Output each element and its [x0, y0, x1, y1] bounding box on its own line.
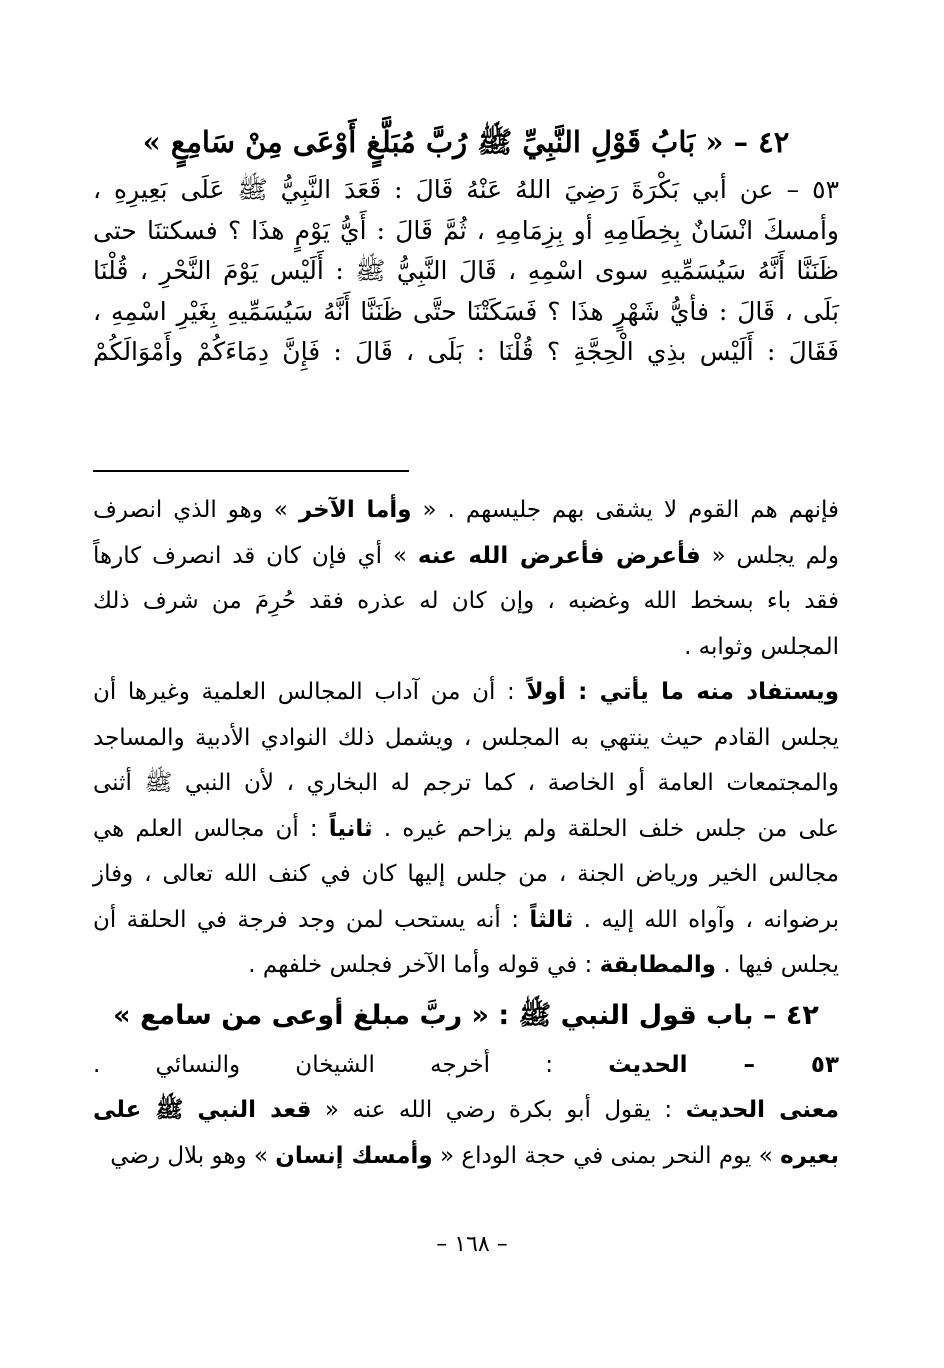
commentary-line: [93, 1134, 839, 1180]
hadith-text: [93, 170, 839, 373]
commentary-text: برضوانه ، وآواه الله إليه .: [573, 906, 839, 933]
commentary-text: على من جلس خلف الحلقة ولم يزاحم غيره .: [372, 815, 839, 842]
hadith-block: [93, 118, 839, 373]
commentary-bold-text: بعيره: [780, 1142, 839, 1169]
commentary-text: » يوم النحر بمنى في حجة الوداع «: [432, 1142, 781, 1169]
commentary-bold-text: قعد النبي ﷺ على: [93, 1097, 312, 1123]
commentary-text: مجالس الخير ورياض الجنة ، من جلس إليها كان في كنف الله تعالى ، وفاز: [93, 861, 839, 887]
commentary-line: [93, 943, 839, 989]
commentary-text: فقد باء بسخط الله وغضبه ، وإن كان له عذره فقد حُرِمَ من شرف ذلك: [93, 588, 839, 614]
commentary-text: والمجتمعات العامة أو الخاصة ، كما ترجم له البخاري ، لأن النبي ﷺ أثنى: [93, 770, 839, 796]
commentary-text: فإنهم هم القوم لا يشقى بهم جليسهم . «: [411, 497, 839, 523]
commentary-line: [93, 488, 839, 534]
chapter-heading: ٤٢ – « بَابُ قَوْلِ النَّبِيِّ ﷺ رُبَّ مُبَلَّغٍ أَوْعَى مِنْ سَامِعٍ »: [142, 125, 790, 159]
hadith-line: بَلَى ، قَالَ : فأيُّ شَهْرٍ هذَا ؟ فَسَكَتْنَا حتَّى ظَنَنَّا أَنَّهُ سَيُسَمِّيهِ بِغَيْرِ اسْمِهِ ،: [93, 296, 839, 326]
commentary-paragraph-1: [93, 488, 839, 670]
commentary-paragraph-3: [93, 1043, 839, 1180]
commentary-text: » أي فإن كان قد انصرف كارهاً: [93, 542, 418, 569]
commentary-text: : أن من آداب المجالس العلمية وغيرها أن: [93, 679, 527, 705]
hadith-line: وأمسكَ انْسَانٌ بِخِطَامِهِ أو بِزِمَامِهِ ، ثُمَّ قَالَ : أَيُّ يَوْمٍ هذَا ؟ فسكتنَا حتى: [93, 215, 839, 245]
commentary-text: : في قوله وأما الآخر فجلس خلفهم .: [248, 952, 600, 978]
commentary-bold-text: ٥٣ – الحديث: [608, 1051, 839, 1078]
commentary-text: : يقول أبو بكرة رضي الله عنه «: [311, 1097, 686, 1123]
commentary-bold-text: وأما الآخر: [298, 497, 412, 523]
commentary-line: [93, 807, 839, 853]
hadith-line: ٥٣ – عن أبي بَكْرَةَ رَضِيَ اللهُ عَنْهُ قَالَ : قَعَدَ النَّبِيُّ ﷺ عَلَى بَعِيرِهِ ،: [93, 175, 839, 204]
commentary-bold-text: والمطابقة: [599, 952, 717, 978]
footnote-separator: [93, 470, 409, 472]
commentary-bold-text: معنى الحديث: [685, 1097, 839, 1123]
commentary-text: : أنه يستحب لمن وجد فرجة في الحلقة أن: [93, 906, 530, 933]
commentary-text: يجلس القادم حيث ينتهي به المجلس ، ويشمل ذلك النوادي الأدبية والمساجد: [93, 724, 839, 751]
commentary-bold-text: فأعرض فأعرض الله عنه: [417, 542, 701, 569]
commentary-text: يجلس فيها .: [716, 952, 839, 978]
commentary-text: ولم يجلس «: [700, 542, 839, 569]
commentary-line: [93, 716, 839, 762]
commentary-bold-text: ثانياً: [328, 815, 373, 842]
commentary-block: [93, 488, 839, 1179]
commentary-paragraph-2: [93, 670, 839, 989]
commentary-line: [93, 1043, 839, 1089]
commentary-text: » وهو بلال رضي: [110, 1142, 276, 1169]
commentary-bold-text: ويستفاد منه ما يأتي : أولاً: [526, 679, 839, 705]
chapter-heading-commentary: ٤٢ – باب قول النبي ﷺ : « ربَّ مبلغ أوعى من سامع »: [113, 999, 819, 1031]
commentary-text: المجلس وثوابه .: [684, 633, 839, 660]
commentary-bold-text: ثالثاً: [529, 906, 574, 933]
page-number: – ١٦٨ –: [436, 1232, 508, 1257]
commentary-text: » وهو الذي انصرف: [93, 497, 299, 523]
commentary-line: [93, 534, 839, 580]
commentary-line: [93, 579, 839, 625]
hadith-line: فَقَالَ : أَلَيْس بذِي الْحِجَّةِ ؟ قُلْنَا : بَلَى ، قَالَ : فَإِنَّ دِمَاءَكُمْ وأَمْوَالَكُمْ: [93, 337, 839, 366]
commentary-bold-text: وأمسك إنسان: [275, 1142, 433, 1169]
commentary-line: [93, 670, 839, 716]
commentary-line: [93, 625, 839, 671]
commentary-line: [93, 852, 839, 898]
commentary-line: [93, 1088, 839, 1134]
commentary-line: [93, 761, 839, 807]
hadith-line: ظَنَنَّا أَنَّهُ سَيُسَمِّيهِ سوى اسْمِهِ ، قَالَ النَّبِيُّ ﷺ : أَلَيْس يَوْمَ النَّحْرِ ، قُلْنَا: [93, 256, 839, 285]
commentary-line: [93, 898, 839, 944]
commentary-text: : أخرجه الشيخان والنسائي .: [93, 1051, 609, 1078]
commentary-text: : أن مجالس العلم هي: [93, 815, 329, 842]
